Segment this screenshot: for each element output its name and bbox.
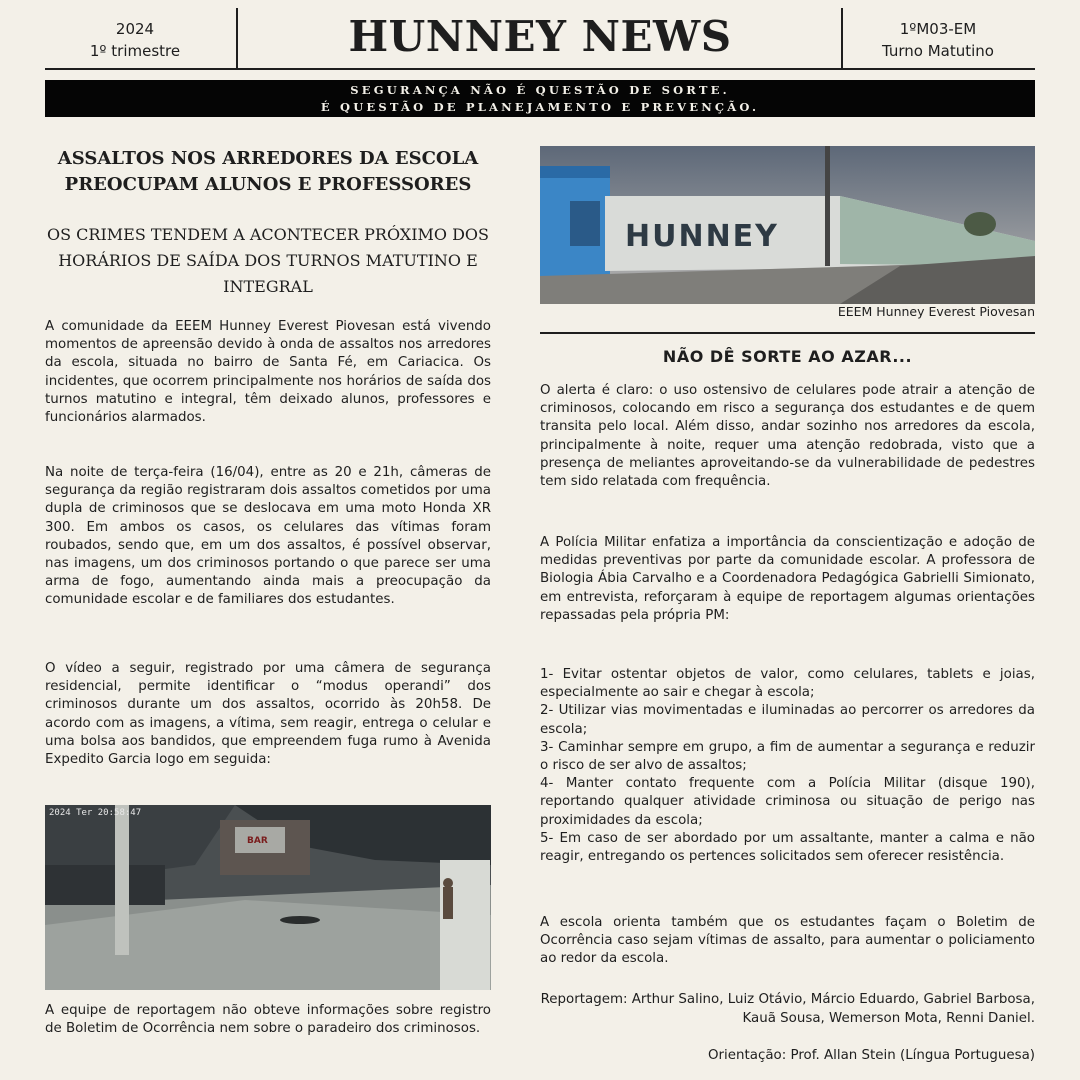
advisor-credit: Orientação: Prof. Allan Stein (Língua Portuguesa) — [708, 1048, 1035, 1063]
school-photo-image — [540, 146, 1035, 304]
cctv-timestamp: 2024 Ter 20:58:47 — [49, 808, 142, 818]
article-headline: ASSALTOS NOS ARREDORES DA ESCOLA PREOCUPAM ALUNOS E PROFESSORES — [57, 148, 479, 195]
article-paragraph-1: A comunidade da EEEM Hunney Everest Piovesan está vivendo momentos de apreensão devido à onda de assaltos nos arredores da escola, situada no bairro de Santa Fé, em Cariacica. Os incidentes, que ocorrem principalmente nos horários de saída dos turnos matutino e integral, têm deixado alunos, professores e funcionários alarmados. — [45, 319, 491, 426]
sidebar-paragraph-1: O alerta é claro: o uso ostensivo de celulares pode atrair a atenção de criminosos, colocando em risco a segurança dos estudantes e de quem transita pelo local. Além disso, andar sozinho nos arredores da escola, principalmente à noite, requer uma atenção redobrada, visto que a presença de meliantes aproveitando-se da vulnerabilidade de pedestres tem sido relatada com frequência. — [540, 383, 1035, 490]
safety-tip-5: 5- Em caso de ser abordado por um assaltante, manter a calma e não reagir, entregando os pertences solicitados sem oferecer resistência. — [540, 830, 1035, 865]
class-shift: Turno Matutino — [881, 42, 994, 60]
edition-info — [60, 18, 210, 62]
safety-tip-2: 2- Utilizar vias movimentadas e iluminadas ao percorrer os arredores da escola; — [540, 703, 1035, 737]
sidebar-title: NÃO DÊ SORTE AO AZAR... — [662, 347, 913, 366]
slogan-line-1: SEGURANÇA NÃO É QUESTÃO DE SORTE. — [350, 83, 730, 97]
article-paragraph-3: O vídeo a seguir, registrado por uma câmera de segurança residencial, permite identificar o “modus operandi” dos criminosos durante um dos assaltos, ocorrido às 20h58. De acordo com as imagens, a vítima, sem reagir, entrega o celular e uma bolsa aos bandidos, que empreendem fuga rumo à Avenida Expedito Garcia logo em seguida: — [45, 661, 491, 768]
slogan-line-2: É QUESTÃO DE PLANEJAMENTO E PREVENÇÃO. — [320, 100, 760, 114]
edition-term: 1º trimestre — [89, 42, 181, 60]
header-divider-left — [236, 8, 238, 68]
class-info — [858, 18, 1018, 62]
article-subheadline: OS CRIMES TENDEM A ACONTECER PRÓXIMO DOS HORÁRIOS DE SAÍDA DOS TURNOS MATUTINO E INTEGRAL — [46, 225, 490, 296]
newspaper-title: HUNNEY NEWS — [348, 12, 732, 61]
edition-year: 2024 — [115, 20, 155, 38]
safety-tip-4: 4- Manter contato frequente com a Polícia Militar (disque 190), reportando qualquer atividade criminosa ou situação de perigo nas proximidades da escola; — [540, 776, 1035, 828]
graffiti-text: HUNNEY — [625, 219, 779, 254]
sidebar-closing: A escola orienta também que os estudantes façam o Boletim de Ocorrência caso sejam vítimas de assalto, para aumentar o policiamento ao redor da escola. — [540, 915, 1035, 967]
cctv-image — [45, 805, 491, 990]
section-rule — [540, 332, 1035, 334]
safety-tip-3: 3- Caminhar sempre em grupo, a fim de aumentar a segurança e reduzir o risco de ser alvo de assaltos; — [540, 739, 1035, 774]
article-paragraph-2: Na noite de terça-feira (16/04), entre as 20 e 21h, câmeras de segurança da região registraram dois assaltos cometidos por uma dupla de criminosos que se deslocava em uma moto Honda XR 300. Em ambos os casos, os celulares das vítimas foram roubados, sendo que, em um dos assaltos, é possível observar, nas imagens, um dos criminosos portando o que parece ser uma arma de fogo, aumentando ainda mais a preocupação da comunidade escolar e de familiares dos estudantes. — [45, 465, 491, 608]
safety-tip-1: 1- Evitar ostentar objetos de valor, como celulares, tablets e joias, especialmente ao sair e chegar à escola; — [540, 667, 1035, 701]
cctv-video-still[interactable] — [45, 805, 491, 990]
safety-tips-list — [540, 666, 1035, 866]
slogan-banner — [45, 80, 1035, 117]
cctv-sign-text: BAR — [247, 836, 268, 846]
header-divider-right — [841, 8, 843, 68]
class-code: 1ºM03-EM — [899, 20, 977, 38]
video-caption: A equipe de reportagem não obteve informações sobre registro de Boletim de Ocorrência nem sobre o paradeiro dos criminosos. — [45, 1003, 491, 1036]
school-photo — [540, 146, 1035, 304]
reporters-credit: Reportagem: Arthur Salino, Luiz Otávio, Márcio Eduardo, Gabriel Barbosa, Kauã Sousa, Wemerson Mota, Renni Daniel. — [540, 992, 1035, 1026]
header-rule — [45, 68, 1035, 70]
photo-caption: EEEM Hunney Everest Piovesan — [837, 304, 1035, 319]
sidebar-paragraph-2: A Polícia Militar enfatiza a importância da conscientização e adoção de medidas preventivas por parte da comunidade escolar. A professora de Biologia Ábia Carvalho e a Coordenadora Pedagógica Gabrielli Simionato, em entrevista, reforçaram à equipe de reportagem algumas orientações repassadas pela própria PM: — [540, 535, 1035, 623]
